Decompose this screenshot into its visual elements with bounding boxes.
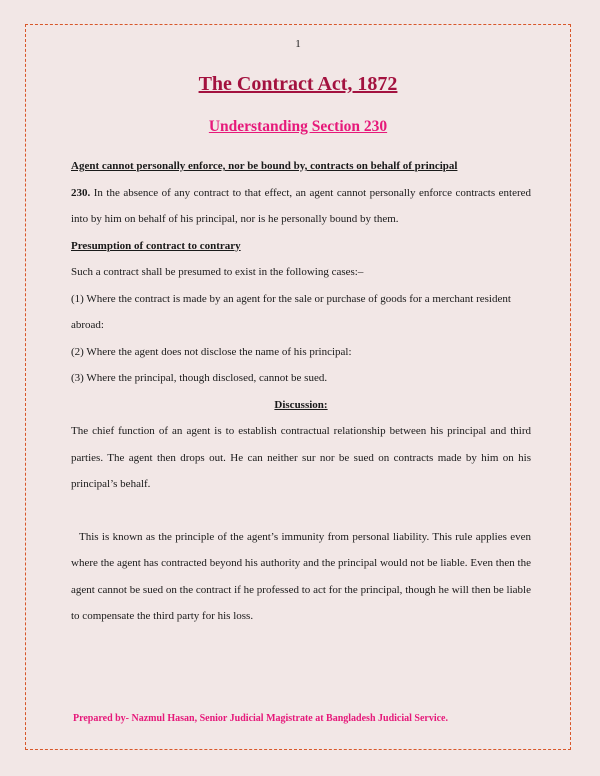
footer-credit: Prepared by- Nazmul Hasan, Senior Judicial Magistrate at Bangladesh Judicial Service. [73,713,448,724]
discussion-paragraph-1: The chief function of an agent is to establish contractual relationship between his principal and third parties. The agent then drops out. He can neither sur nor be sued on contracts made by him on his principal’s behalf. [71,425,531,490]
paragraph-spacer [71,498,531,524]
discussion-heading: Discussion: [274,398,328,411]
section-number: 230. [71,186,91,199]
section-text: In the absence of any contract to that effect, an agent cannot personally enforce contracts entered into by him on behalf of his principal, nor is he personally bound by them. [71,186,532,225]
section-heading: Agent cannot personally enforce, nor be bound by, contracts on behalf of principal [71,160,458,172]
discussion-paragraph-2: This is known as the principle of the agent’s immunity from personal liability. This rule applies even where the agent has contracted beyond his authority and the principal would not be liable. Even then the agent cannot be sued on the contract if he professed to act for the principal, though he will then be liable to compensate the third party for his loss. [71,530,531,622]
document-subtitle: Understanding Section 230 [208,118,388,135]
case-item: (2) Where the agent does not disclose the name of his principal: [71,345,352,358]
case-item: (1) Where the contract is made by an agent for the sale or purchase of goods for a merchant resident abroad: [71,292,511,331]
document-title: The Contract Act, 1872 [198,73,398,95]
document-page [25,24,571,750]
page-number: 1 [295,38,301,50]
section-paragraph [71,180,531,233]
case-item: (3) Where the principal, though disclosed, cannot be sued. [71,372,328,384]
presumption-intro: Such a contract shall be presumed to exist in the following cases:– [71,266,364,278]
document-body [71,153,531,630]
presumption-heading: Presumption of contract to contrary [71,239,241,252]
